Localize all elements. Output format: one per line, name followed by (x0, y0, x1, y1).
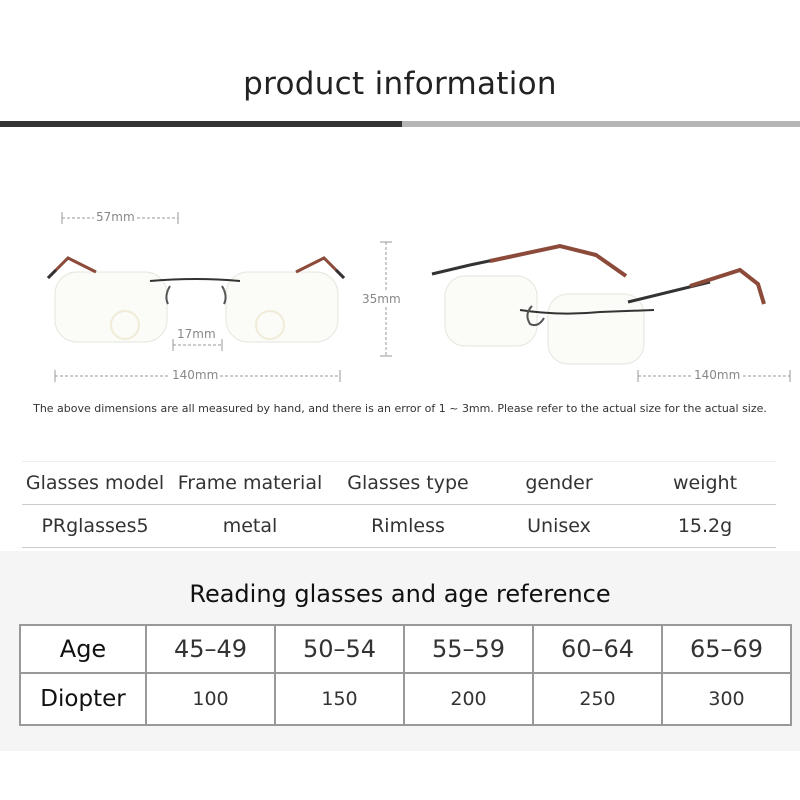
diopter-row (20, 673, 791, 725)
frame-width-label: 140mm (172, 368, 219, 382)
page-title: product information (243, 66, 557, 102)
age-row (20, 625, 791, 673)
age-cell: 55–59 (404, 625, 533, 673)
side-view-glasses (432, 246, 764, 364)
age-cell: 65–69 (662, 625, 791, 673)
nose-pads (166, 286, 225, 304)
diopter-cell: 150 (275, 673, 404, 725)
title-underline-dark (0, 121, 402, 127)
age-cell: 60–64 (533, 625, 662, 673)
bridge-label: 17mm (177, 327, 216, 341)
left-lens (55, 272, 167, 342)
lens-height-label: 35mm (362, 292, 401, 306)
side-back-temple (490, 246, 626, 276)
spec-value: Rimless (371, 515, 445, 537)
diopter-cell: 200 (404, 673, 533, 725)
spec-header: gender (525, 472, 593, 494)
spec-value: PRglasses5 (41, 515, 149, 537)
age-row-label: Age (20, 625, 146, 673)
spec-header: Glasses model (25, 472, 165, 494)
title-underline-light (402, 121, 800, 127)
spec-header: Frame material (177, 472, 323, 494)
spec-header: weight (672, 472, 738, 494)
spec-value: Unisex (527, 515, 591, 537)
lens-width-label: 57mm (96, 210, 135, 224)
age-reference-title: Reading glasses and age reference (189, 580, 611, 608)
age-cell: 50–54 (275, 625, 404, 673)
spec-value-row (22, 505, 776, 548)
diopter-cell: 250 (533, 673, 662, 725)
nose-bridge (150, 279, 240, 281)
diopter-cell: 100 (146, 673, 275, 725)
diopter-row-label: Diopter (20, 673, 146, 725)
spec-header: Glasses type (347, 472, 469, 494)
spec-value: 15.2g (677, 515, 733, 537)
spec-header-row (22, 461, 776, 505)
age-cell: 45–49 (146, 625, 275, 673)
age-reference-table (19, 624, 792, 726)
spec-table (22, 461, 776, 548)
side-front-temple (690, 270, 764, 304)
spec-value: metal (222, 515, 278, 537)
diopter-cell: 300 (662, 673, 791, 725)
temple-length-label: 140mm (694, 368, 741, 382)
measurement-note: The above dimensions are all measured by hand, and there is an error of 1 ~ 3mm. Please refer to the actual size for the actual size. (33, 402, 767, 415)
